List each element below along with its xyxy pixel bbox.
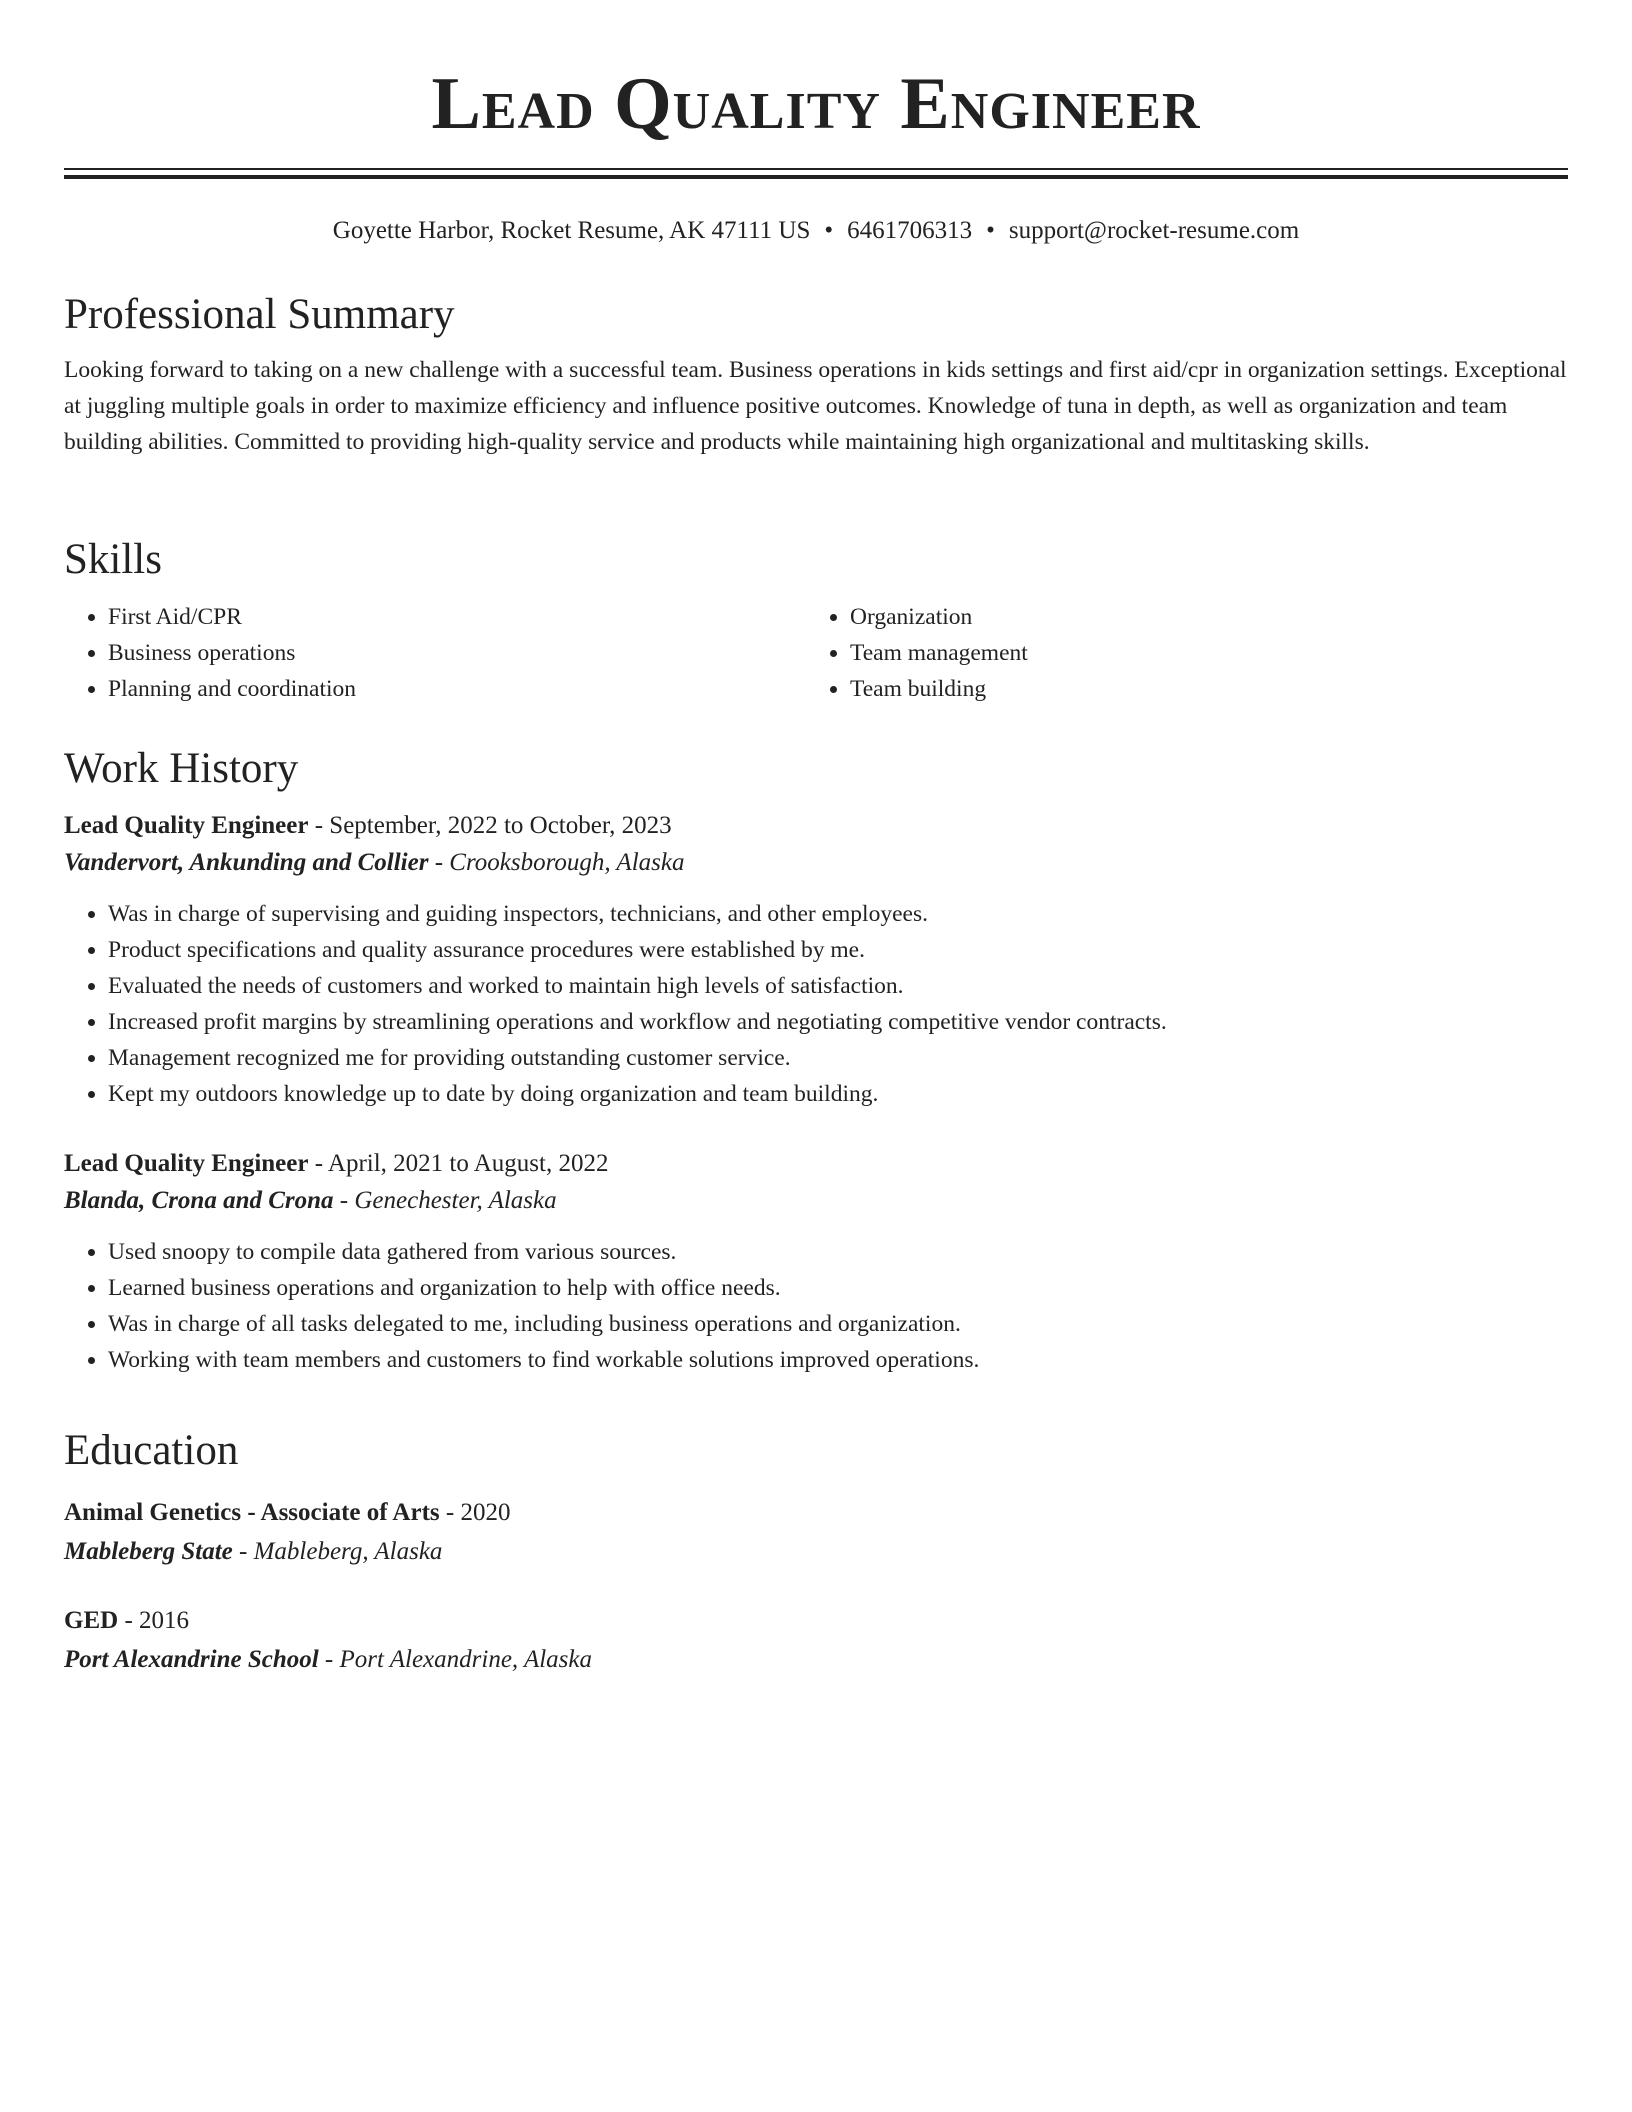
job-bullet: • Kept my outdoors knowledge up to date by doing organization and team building. — [108, 1076, 1568, 1112]
job-title: Lead Quality Engineer — [64, 812, 309, 839]
job-company: Vandervort, Ankunding and Collier — [64, 849, 429, 876]
education-section — [64, 1426, 1568, 1680]
job-bullet: • Used snoopy to compile data gathered from various sources. — [108, 1234, 1568, 1270]
job-company: Blanda, Crona and Crona — [64, 1187, 334, 1214]
contact-address: Goyette Harbor, Rocket Resume, AK 47111 US — [332, 217, 811, 244]
job-bullet: • Increased profit margins by streamlining operations and workflow and negotiating competitive vendor contracts. — [108, 1004, 1568, 1040]
education-school: Port Alexandrine School — [64, 1646, 319, 1673]
education-location: - Mableberg, Alaska — [232, 1538, 443, 1565]
resume-title: Lead Quality Engineer — [431, 63, 1201, 145]
job-header — [64, 1146, 1568, 1182]
education-header — [64, 1602, 1568, 1640]
education-school: Mableberg State — [64, 1538, 233, 1565]
education-year: - 2020 — [439, 1499, 511, 1526]
education-year: - 2016 — [118, 1607, 190, 1634]
skill-item: • First Aid/CPR — [108, 599, 806, 635]
contact-phone: 6461706313 — [847, 217, 973, 244]
education-degree: GED — [64, 1607, 119, 1634]
job-bullet: • Working with team members and customers to find workable solutions improved operations. — [108, 1342, 1568, 1378]
summary-section — [64, 290, 1568, 460]
skill-item: • Organization — [850, 599, 1548, 635]
contact-separator: • — [824, 217, 834, 244]
job-org — [64, 1182, 1568, 1220]
title-rule-thick — [64, 175, 1568, 179]
job-bullets — [64, 896, 1568, 1112]
job-bullet: • Was in charge of supervising and guiding inspectors, technicians, and other employees. — [108, 896, 1568, 932]
job-dates: - September, 2022 to October, 2023 — [308, 812, 672, 839]
summary-text: Looking forward to taking on a new challenge with a successful team. Business operations in kids settings and first aid/cpr in organization settings. Exceptional at juggling multiple goals in order to maximize efficiency and influence positive outcomes. Knowledge of tuna in depth, as well as organization and team building abilities. Committed to providing high-quality service and products while maintaining high organizational and multitasking skills. — [64, 357, 1567, 455]
skill-item: • Team building — [850, 671, 1548, 707]
job-title: Lead Quality Engineer — [64, 1150, 309, 1177]
job-org — [64, 844, 1568, 882]
job-header — [64, 808, 1568, 844]
contact-line — [64, 214, 1568, 248]
education-entry — [64, 1494, 1568, 1572]
education-location: - Port Alexandrine, Alaska — [318, 1646, 593, 1673]
summary-heading: Professional Summary — [64, 291, 455, 338]
job-bullets — [64, 1234, 1568, 1378]
job-bullet: • Learned business operations and organization to help with office needs. — [108, 1270, 1568, 1306]
job-bullet: • Was in charge of all tasks delegated to me, including business operations and organization. — [108, 1306, 1568, 1342]
work-heading: Work History — [64, 745, 299, 792]
skills-list-left — [64, 599, 806, 707]
skills-list-right — [806, 599, 1548, 707]
title-rule-thin — [64, 168, 1568, 170]
job-dates: - April, 2021 to August, 2022 — [308, 1150, 609, 1177]
job-entry — [64, 1146, 1568, 1378]
contact-email: support@rocket-resume.com — [1008, 217, 1300, 244]
education-header — [64, 1494, 1568, 1532]
education-degree: Animal Genetics - Associate of Arts — [64, 1499, 440, 1526]
education-heading: Education — [64, 1427, 239, 1474]
skill-item: • Planning and coordination — [108, 671, 806, 707]
skill-item: • Business operations — [108, 635, 806, 671]
job-entry — [64, 808, 1568, 1112]
job-bullet: • Product specifications and quality assurance procedures were established by me. — [108, 932, 1568, 968]
skills-heading: Skills — [64, 536, 162, 583]
skills-section — [64, 535, 1568, 707]
job-location: - Crooksborough, Alaska — [428, 849, 685, 876]
skills-columns — [64, 599, 1568, 707]
education-entry — [64, 1602, 1568, 1680]
job-bullet: • Evaluated the needs of customers and worked to maintain high levels of satisfaction. — [108, 968, 1568, 1004]
work-section — [64, 744, 1568, 1378]
job-location: - Genechester, Alaska — [333, 1187, 557, 1214]
contact-separator: • — [986, 217, 995, 244]
education-school-line — [64, 1640, 1568, 1680]
skill-item: • Team management — [850, 635, 1548, 671]
job-bullet: • Management recognized me for providing outstanding customer service. — [108, 1040, 1568, 1076]
education-school-line — [64, 1532, 1568, 1572]
